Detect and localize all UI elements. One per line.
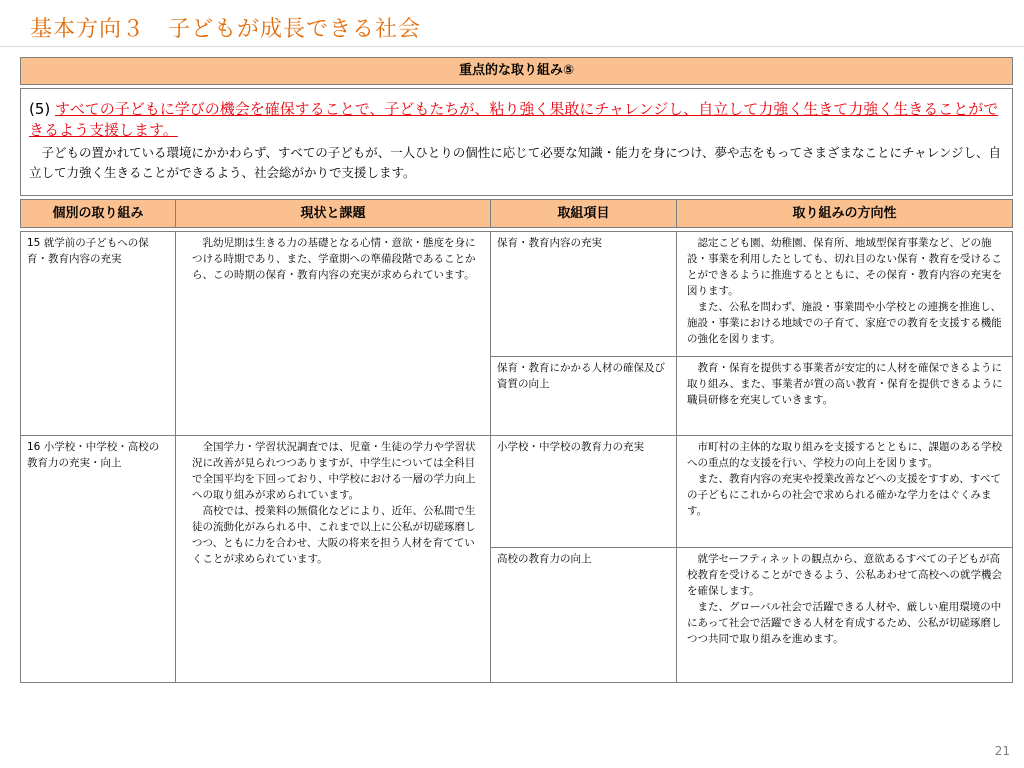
policy-heading-text: すべての子どもに学びの機会を確保することで、子どもたちが、粘り強く果敢にチャレンジし、自立して力強く生きて力強く生きることができるよう支援します。 [29, 100, 999, 139]
slide-title: 基本方向３ 子どもが成長できる社会 [30, 17, 422, 42]
column-header-issues: 現状と課題 [175, 199, 491, 228]
direction-paragraph: また、グローバル社会で活躍できる人材や、厳しい雇用環境の中にあって社会で活躍できる人材を育成するため、公私が切磋琢磨しつつ共同で取り組みを進めます。 [687, 601, 1002, 645]
policy-number: (5) [29, 100, 56, 118]
direction-paragraph: また、教育内容の充実や授業改善などへの支援をすすめ、すべての子どもにこれからの社会で求められる確かな学力をはぐくみます。 [687, 473, 1002, 517]
column-header-initiative: 個別の取り組み [20, 199, 176, 228]
direction-paragraph: 教育・保育を提供する事業者が安定的に人材を確保できるように取り組み、また、事業者が質の高い教育・保育を提供できるように職員研修を充実していきます。 [687, 362, 1003, 406]
item-15-2: 保育・教育にかかる人材の確保及び資質の向上 [490, 356, 677, 436]
issues-15 [175, 231, 491, 436]
direction-16-1 [676, 435, 1013, 548]
item-16-2: 高校の教育力の向上 [490, 547, 677, 683]
direction-paragraph: また、公私を問わず、施設・事業間や小学校との連携を推進し、施設・事業における地域での子育て、家庭での教育を支援する機能の強化を図ります。 [687, 301, 1002, 345]
page-number: 21 [994, 744, 1010, 758]
direction-paragraph: 市町村の主体的な取り組みを支援するとともに、課題のある学校への重点的な支援を行い、学校力の向上を図ります。 [687, 441, 1002, 469]
issue-paragraph: 高校では、授業料の無償化などにより、近年、公私間で生徒の流動化がみられる中、これまで以上に公私が切磋琢磨しつつ、ともに力を合わせ、大阪の将来を担う人材を育てていくことが求められています。 [192, 505, 476, 565]
issue-paragraph: 乳幼児期は生きる力の基礎となる心情・意欲・態度を身につける時期であり、また、学童期への準備段階であることから、この時期の保育・教育内容の充実が求められています。 [192, 237, 476, 281]
direction-15-2 [676, 356, 1013, 436]
policy-box [20, 88, 1013, 196]
issue-paragraph: 全国学力・学習状況調査では、児童・生徒の学力や学習状況に改善が見られつつありますが、中学生については全科目で全国平均を下回っており、中学校における一層の学力向上への取り組みが求められています。 [192, 441, 476, 501]
direction-paragraph: 就学セーフティネットの観点から、意欲あるすべての子どもが高校教育を受けることができるよう、公私あわせて高校への就学機会を確保します。 [687, 553, 1002, 597]
column-header-item: 取組項目 [490, 199, 677, 228]
policy-heading [29, 99, 1004, 141]
initiative-16: 16 小学校・中学校・高校の教育力の充実・向上 [20, 435, 176, 683]
item-16-1: 小学校・中学校の教育力の充実 [490, 435, 677, 548]
direction-16-2 [676, 547, 1013, 683]
issues-16 [175, 435, 491, 683]
direction-15-1 [676, 231, 1013, 357]
column-header-direction: 取り組みの方向性 [676, 199, 1013, 228]
item-15-1: 保育・教育内容の充実 [490, 231, 677, 357]
title-divider [0, 46, 1024, 47]
initiative-15: 15 就学前の子どもへの保育・教育内容の充実 [20, 231, 176, 436]
initiatives-table [20, 199, 1013, 683]
section-header: 重点的な取り組み⑤ [20, 57, 1013, 85]
policy-body: 子どもの置かれている環境にかかわらず、すべての子どもが、一人ひとりの個性に応じて必要な知識・能力を身につけ、夢や志をもってさまざまなことにチャレンジし、自立して力強く生きることができるよう、社会総がかりで支援します。 [29, 145, 1002, 180]
direction-paragraph: 認定こども園、幼稚園、保育所、地域型保育事業など、どの施設・事業を利用したとしても、切れ目のない保育・教育を受けることができるように推進するとともに、その保育・教育内容の充実を図ります。 [687, 237, 1002, 297]
